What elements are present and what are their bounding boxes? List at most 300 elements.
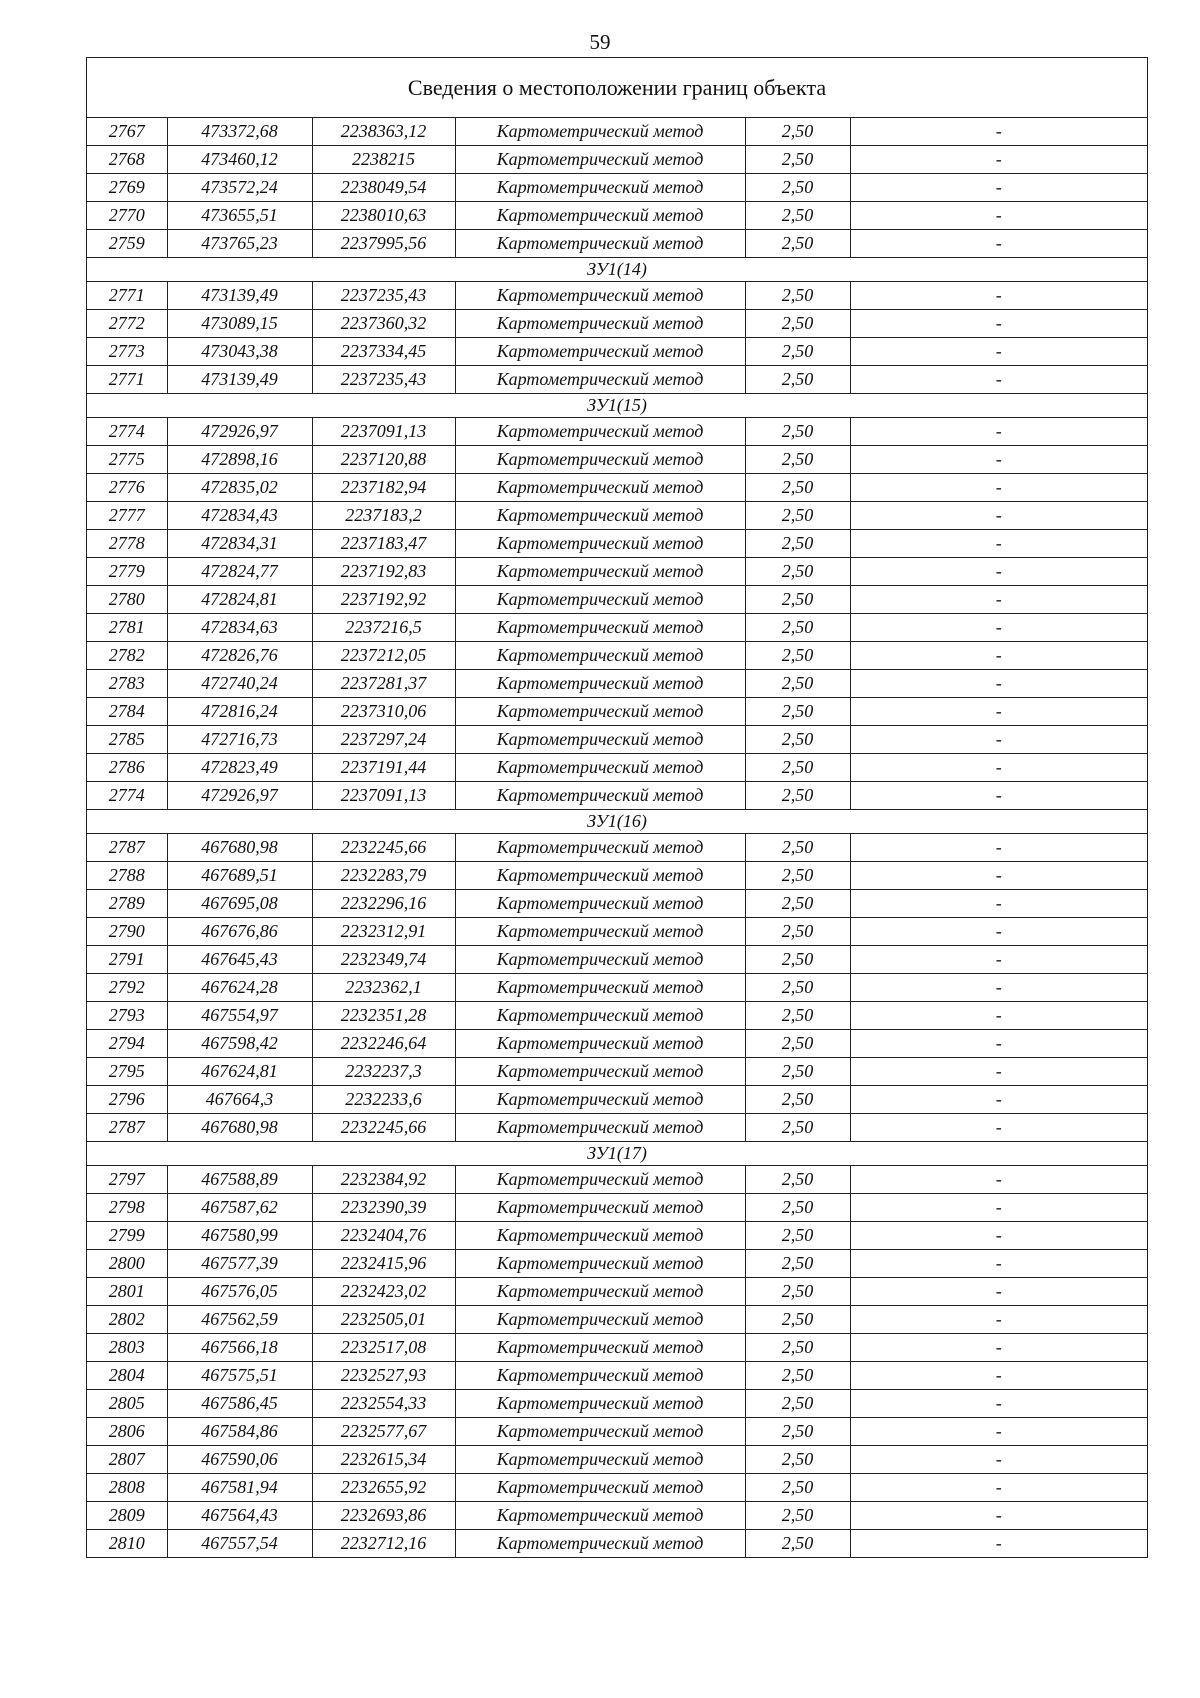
y-coordinate-cell: 2232505,01: [312, 1306, 455, 1334]
description-cell: -: [850, 1418, 1147, 1446]
x-coordinate-cell: 473139,49: [167, 366, 312, 394]
point-number-cell: 2808: [87, 1474, 167, 1502]
y-coordinate-cell: 2237235,43: [312, 366, 455, 394]
x-coordinate-cell: 472716,73: [167, 726, 312, 754]
description-cell: -: [850, 202, 1147, 230]
x-coordinate-cell: 473655,51: [167, 202, 312, 230]
y-coordinate-cell: 2237235,43: [312, 282, 455, 310]
table-row: [87, 446, 1147, 474]
description-cell: -: [850, 282, 1147, 310]
point-number-cell: 2786: [87, 754, 167, 782]
description-cell: -: [850, 1306, 1147, 1334]
y-coordinate-cell: 2232577,67: [312, 1418, 455, 1446]
accuracy-cell: 2,50: [745, 918, 850, 946]
point-number-cell: 2782: [87, 642, 167, 670]
description-cell: -: [850, 974, 1147, 1002]
method-cell: Картометрический метод: [455, 974, 745, 1002]
accuracy-cell: 2,50: [745, 558, 850, 586]
x-coordinate-cell: 473372,68: [167, 118, 312, 146]
description-cell: -: [850, 1278, 1147, 1306]
table-row: [87, 862, 1147, 890]
x-coordinate-cell: 467689,51: [167, 862, 312, 890]
point-number-cell: 2785: [87, 726, 167, 754]
table-row: [87, 502, 1147, 530]
table-row: [87, 1002, 1147, 1030]
y-coordinate-cell: 2232349,74: [312, 946, 455, 974]
point-number-cell: 2803: [87, 1334, 167, 1362]
y-coordinate-cell: 2237281,37: [312, 670, 455, 698]
method-cell: Картометрический метод: [455, 670, 745, 698]
accuracy-cell: 2,50: [745, 146, 850, 174]
description-cell: -: [850, 586, 1147, 614]
x-coordinate-cell: 467580,99: [167, 1222, 312, 1250]
table-row: [87, 1446, 1147, 1474]
description-cell: -: [850, 670, 1147, 698]
y-coordinate-cell: 2232233,6: [312, 1086, 455, 1114]
description-cell: -: [850, 1502, 1147, 1530]
point-number-cell: 2790: [87, 918, 167, 946]
description-cell: -: [850, 558, 1147, 586]
description-cell: -: [850, 1474, 1147, 1502]
table-row: [87, 174, 1147, 202]
table-row: [87, 474, 1147, 502]
x-coordinate-cell: 467577,39: [167, 1250, 312, 1278]
accuracy-cell: 2,50: [745, 1474, 850, 1502]
y-coordinate-cell: 2232362,1: [312, 974, 455, 1002]
table-row: [87, 1474, 1147, 1502]
method-cell: Картометрический метод: [455, 1278, 745, 1306]
description-cell: -: [850, 310, 1147, 338]
description-cell: -: [850, 1002, 1147, 1030]
x-coordinate-cell: 467695,08: [167, 890, 312, 918]
y-coordinate-cell: 2237297,24: [312, 726, 455, 754]
description-cell: -: [850, 1166, 1147, 1194]
accuracy-cell: 2,50: [745, 1030, 850, 1058]
method-cell: Картометрический метод: [455, 310, 745, 338]
y-coordinate-cell: 2232312,91: [312, 918, 455, 946]
table-row: [87, 754, 1147, 782]
description-cell: -: [850, 1334, 1147, 1362]
x-coordinate-cell: 472834,63: [167, 614, 312, 642]
y-coordinate-cell: 2232384,92: [312, 1166, 455, 1194]
table-row: [87, 558, 1147, 586]
point-number-cell: 2792: [87, 974, 167, 1002]
x-coordinate-cell: 472823,49: [167, 754, 312, 782]
y-coordinate-cell: 2237310,06: [312, 698, 455, 726]
y-coordinate-cell: 2232296,16: [312, 890, 455, 918]
x-coordinate-cell: 467624,81: [167, 1058, 312, 1086]
x-coordinate-cell: 472926,97: [167, 418, 312, 446]
point-number-cell: 2804: [87, 1362, 167, 1390]
y-coordinate-cell: 2232423,02: [312, 1278, 455, 1306]
table-row: [87, 1306, 1147, 1334]
method-cell: Картометрический метод: [455, 1306, 745, 1334]
accuracy-cell: 2,50: [745, 1362, 850, 1390]
method-cell: Картометрический метод: [455, 502, 745, 530]
point-number-cell: 2775: [87, 446, 167, 474]
point-number-cell: 2771: [87, 366, 167, 394]
table-row: [87, 890, 1147, 918]
accuracy-cell: 2,50: [745, 1502, 850, 1530]
table-row: [87, 670, 1147, 698]
method-cell: Картометрический метод: [455, 1194, 745, 1222]
point-number-cell: 2773: [87, 338, 167, 366]
method-cell: Картометрический метод: [455, 1222, 745, 1250]
accuracy-cell: 2,50: [745, 1278, 850, 1306]
point-number-cell: 2772: [87, 310, 167, 338]
accuracy-cell: 2,50: [745, 174, 850, 202]
point-number-cell: 2805: [87, 1390, 167, 1418]
point-number-cell: 2784: [87, 698, 167, 726]
point-number-cell: 2783: [87, 670, 167, 698]
method-cell: Картометрический метод: [455, 118, 745, 146]
description-cell: -: [850, 614, 1147, 642]
point-number-cell: 2788: [87, 862, 167, 890]
x-coordinate-cell: 467664,3: [167, 1086, 312, 1114]
description-cell: -: [850, 1114, 1147, 1142]
accuracy-cell: 2,50: [745, 782, 850, 810]
y-coordinate-cell: 2232283,79: [312, 862, 455, 890]
table-row: [87, 1250, 1147, 1278]
method-cell: Картометрический метод: [455, 1030, 745, 1058]
method-cell: Картометрический метод: [455, 1058, 745, 1086]
method-cell: Картометрический метод: [455, 174, 745, 202]
method-cell: Картометрический метод: [455, 698, 745, 726]
method-cell: Картометрический метод: [455, 558, 745, 586]
y-coordinate-cell: 2237192,83: [312, 558, 455, 586]
x-coordinate-cell: 472835,02: [167, 474, 312, 502]
table-row: [87, 1362, 1147, 1390]
y-coordinate-cell: 2232527,93: [312, 1362, 455, 1390]
x-coordinate-cell: 467566,18: [167, 1334, 312, 1362]
description-cell: -: [850, 754, 1147, 782]
point-number-cell: 2802: [87, 1306, 167, 1334]
accuracy-cell: 2,50: [745, 1194, 850, 1222]
method-cell: Картометрический метод: [455, 446, 745, 474]
table-row: [87, 282, 1147, 310]
description-cell: -: [850, 1222, 1147, 1250]
accuracy-cell: 2,50: [745, 642, 850, 670]
method-cell: Картометрический метод: [455, 586, 745, 614]
table-row: [87, 1114, 1147, 1142]
description-cell: -: [850, 174, 1147, 202]
accuracy-cell: 2,50: [745, 202, 850, 230]
accuracy-cell: 2,50: [745, 754, 850, 782]
point-number-cell: 2780: [87, 586, 167, 614]
table-row: [87, 1086, 1147, 1114]
accuracy-cell: 2,50: [745, 474, 850, 502]
accuracy-cell: 2,50: [745, 338, 850, 366]
description-cell: -: [850, 946, 1147, 974]
y-coordinate-cell: 2232615,34: [312, 1446, 455, 1474]
point-number-cell: 2796: [87, 1086, 167, 1114]
accuracy-cell: 2,50: [745, 230, 850, 258]
x-coordinate-cell: 467676,86: [167, 918, 312, 946]
y-coordinate-cell: 2232246,64: [312, 1030, 455, 1058]
accuracy-cell: 2,50: [745, 1418, 850, 1446]
table-row: [87, 118, 1147, 146]
y-coordinate-cell: 2232245,66: [312, 1114, 455, 1142]
boundary-table: [86, 57, 1148, 1558]
method-cell: Картометрический метод: [455, 1086, 745, 1114]
x-coordinate-cell: 473139,49: [167, 282, 312, 310]
point-number-cell: 2800: [87, 1250, 167, 1278]
point-number-cell: 2770: [87, 202, 167, 230]
description-cell: -: [850, 338, 1147, 366]
description-cell: -: [850, 230, 1147, 258]
y-coordinate-cell: 2237192,92: [312, 586, 455, 614]
section-header-row: [87, 258, 1147, 282]
section-header-row: [87, 394, 1147, 418]
description-cell: -: [850, 918, 1147, 946]
table-row: [87, 1194, 1147, 1222]
accuracy-cell: 2,50: [745, 1002, 850, 1030]
y-coordinate-cell: 2237216,5: [312, 614, 455, 642]
method-cell: Картометрический метод: [455, 530, 745, 558]
x-coordinate-cell: 472816,24: [167, 698, 312, 726]
table-title: Сведения о местоположении границ объекта: [87, 58, 1147, 118]
x-coordinate-cell: 472898,16: [167, 446, 312, 474]
point-number-cell: 2768: [87, 146, 167, 174]
y-coordinate-cell: 2232655,92: [312, 1474, 455, 1502]
point-number-cell: 2778: [87, 530, 167, 558]
method-cell: Картометрический метод: [455, 282, 745, 310]
y-coordinate-cell: 2237183,2: [312, 502, 455, 530]
section-label: ЗУ1(15): [87, 394, 1147, 418]
description-cell: -: [850, 726, 1147, 754]
description-cell: -: [850, 642, 1147, 670]
table-row: [87, 310, 1147, 338]
x-coordinate-cell: 472826,76: [167, 642, 312, 670]
point-number-cell: 2795: [87, 1058, 167, 1086]
y-coordinate-cell: 2232554,33: [312, 1390, 455, 1418]
table-row: [87, 1058, 1147, 1086]
table-row: [87, 974, 1147, 1002]
x-coordinate-cell: 473572,24: [167, 174, 312, 202]
point-number-cell: 2801: [87, 1278, 167, 1306]
method-cell: Картометрический метод: [455, 366, 745, 394]
y-coordinate-cell: 2232390,39: [312, 1194, 455, 1222]
point-number-cell: 2767: [87, 118, 167, 146]
method-cell: Картометрический метод: [455, 418, 745, 446]
accuracy-cell: 2,50: [745, 1306, 850, 1334]
y-coordinate-cell: 2238010,63: [312, 202, 455, 230]
accuracy-cell: 2,50: [745, 1250, 850, 1278]
accuracy-cell: 2,50: [745, 530, 850, 558]
accuracy-cell: 2,50: [745, 834, 850, 862]
table-row: [87, 1502, 1147, 1530]
x-coordinate-cell: 467590,06: [167, 1446, 312, 1474]
accuracy-cell: 2,50: [745, 1530, 850, 1558]
accuracy-cell: 2,50: [745, 946, 850, 974]
point-number-cell: 2793: [87, 1002, 167, 1030]
y-coordinate-cell: 2237334,45: [312, 338, 455, 366]
accuracy-cell: 2,50: [745, 1166, 850, 1194]
y-coordinate-cell: 2232712,16: [312, 1530, 455, 1558]
y-coordinate-cell: 2232693,86: [312, 1502, 455, 1530]
method-cell: Картометрический метод: [455, 834, 745, 862]
y-coordinate-cell: 2237091,13: [312, 782, 455, 810]
y-coordinate-cell: 2237091,13: [312, 418, 455, 446]
y-coordinate-cell: 2232517,08: [312, 1334, 455, 1362]
method-cell: Картометрический метод: [455, 1334, 745, 1362]
description-cell: -: [850, 1530, 1147, 1558]
y-coordinate-cell: 2238049,54: [312, 174, 455, 202]
description-cell: -: [850, 1250, 1147, 1278]
table-row: [87, 918, 1147, 946]
accuracy-cell: 2,50: [745, 890, 850, 918]
x-coordinate-cell: 467586,45: [167, 1390, 312, 1418]
description-cell: -: [850, 862, 1147, 890]
point-number-cell: 2806: [87, 1418, 167, 1446]
y-coordinate-cell: 2237183,47: [312, 530, 455, 558]
y-coordinate-cell: 2232245,66: [312, 834, 455, 862]
accuracy-cell: 2,50: [745, 1086, 850, 1114]
table-row: [87, 946, 1147, 974]
point-number-cell: 2774: [87, 782, 167, 810]
accuracy-cell: 2,50: [745, 1390, 850, 1418]
description-cell: -: [850, 530, 1147, 558]
point-number-cell: 2787: [87, 1114, 167, 1142]
accuracy-cell: 2,50: [745, 974, 850, 1002]
y-coordinate-cell: 2238215: [312, 146, 455, 174]
table-row: [87, 586, 1147, 614]
description-cell: -: [850, 502, 1147, 530]
table-row: [87, 698, 1147, 726]
table-row: [87, 230, 1147, 258]
method-cell: Картометрический метод: [455, 230, 745, 258]
description-cell: -: [850, 474, 1147, 502]
description-cell: -: [850, 1030, 1147, 1058]
description-cell: -: [850, 118, 1147, 146]
y-coordinate-cell: 2238363,12: [312, 118, 455, 146]
description-cell: -: [850, 446, 1147, 474]
method-cell: Картометрический метод: [455, 1250, 745, 1278]
point-number-cell: 2777: [87, 502, 167, 530]
table-row: [87, 1030, 1147, 1058]
description-cell: -: [850, 1058, 1147, 1086]
point-number-cell: 2791: [87, 946, 167, 974]
point-number-cell: 2789: [87, 890, 167, 918]
table-row: [87, 726, 1147, 754]
point-number-cell: 2794: [87, 1030, 167, 1058]
y-coordinate-cell: 2232404,76: [312, 1222, 455, 1250]
table-row: [87, 1530, 1147, 1558]
y-coordinate-cell: 2237182,94: [312, 474, 455, 502]
table-row: [87, 418, 1147, 446]
method-cell: Картометрический метод: [455, 946, 745, 974]
y-coordinate-cell: 2237191,44: [312, 754, 455, 782]
method-cell: Картометрический метод: [455, 1418, 745, 1446]
description-cell: -: [850, 1194, 1147, 1222]
description-cell: -: [850, 146, 1147, 174]
x-coordinate-cell: 467575,51: [167, 1362, 312, 1390]
method-cell: Картометрический метод: [455, 1502, 745, 1530]
x-coordinate-cell: 472834,43: [167, 502, 312, 530]
method-cell: Картометрический метод: [455, 474, 745, 502]
accuracy-cell: 2,50: [745, 418, 850, 446]
table-row: [87, 202, 1147, 230]
x-coordinate-cell: 467576,05: [167, 1278, 312, 1306]
point-number-cell: 2759: [87, 230, 167, 258]
accuracy-cell: 2,50: [745, 502, 850, 530]
x-coordinate-cell: 467554,97: [167, 1002, 312, 1030]
section-label: ЗУ1(16): [87, 810, 1147, 834]
method-cell: Картометрический метод: [455, 1362, 745, 1390]
point-number-cell: 2781: [87, 614, 167, 642]
table-row: [87, 614, 1147, 642]
method-cell: Картометрический метод: [455, 1446, 745, 1474]
x-coordinate-cell: 467587,62: [167, 1194, 312, 1222]
method-cell: Картометрический метод: [455, 1166, 745, 1194]
description-cell: -: [850, 782, 1147, 810]
x-coordinate-cell: 472834,31: [167, 530, 312, 558]
method-cell: Картометрический метод: [455, 890, 745, 918]
x-coordinate-cell: 473089,15: [167, 310, 312, 338]
accuracy-cell: 2,50: [745, 698, 850, 726]
description-cell: -: [850, 1446, 1147, 1474]
description-cell: -: [850, 890, 1147, 918]
method-cell: Картометрический метод: [455, 202, 745, 230]
x-coordinate-cell: 467680,98: [167, 834, 312, 862]
x-coordinate-cell: 472926,97: [167, 782, 312, 810]
x-coordinate-cell: 467588,89: [167, 1166, 312, 1194]
method-cell: Картометрический метод: [455, 862, 745, 890]
x-coordinate-cell: 473460,12: [167, 146, 312, 174]
point-number-cell: 2769: [87, 174, 167, 202]
accuracy-cell: 2,50: [745, 446, 850, 474]
accuracy-cell: 2,50: [745, 1114, 850, 1142]
y-coordinate-cell: 2232415,96: [312, 1250, 455, 1278]
x-coordinate-cell: 467564,43: [167, 1502, 312, 1530]
section-header-row: [87, 810, 1147, 834]
method-cell: Картометрический метод: [455, 782, 745, 810]
x-coordinate-cell: 467557,54: [167, 1530, 312, 1558]
accuracy-cell: 2,50: [745, 1446, 850, 1474]
section-label: ЗУ1(14): [87, 258, 1147, 282]
method-cell: Картометрический метод: [455, 614, 745, 642]
description-cell: -: [850, 366, 1147, 394]
table-row: [87, 1390, 1147, 1418]
table-row: [87, 530, 1147, 558]
accuracy-cell: 2,50: [745, 862, 850, 890]
accuracy-cell: 2,50: [745, 726, 850, 754]
y-coordinate-cell: 2232237,3: [312, 1058, 455, 1086]
method-cell: Картометрический метод: [455, 1002, 745, 1030]
accuracy-cell: 2,50: [745, 282, 850, 310]
coordinates-table: [87, 118, 1147, 1558]
description-cell: -: [850, 1086, 1147, 1114]
y-coordinate-cell: 2237995,56: [312, 230, 455, 258]
description-cell: -: [850, 418, 1147, 446]
method-cell: Картометрический метод: [455, 1390, 745, 1418]
accuracy-cell: 2,50: [745, 1222, 850, 1250]
description-cell: -: [850, 698, 1147, 726]
accuracy-cell: 2,50: [745, 1334, 850, 1362]
table-row: [87, 642, 1147, 670]
table-row: [87, 366, 1147, 394]
y-coordinate-cell: 2237120,88: [312, 446, 455, 474]
method-cell: Картометрический метод: [455, 146, 745, 174]
y-coordinate-cell: 2232351,28: [312, 1002, 455, 1030]
accuracy-cell: 2,50: [745, 366, 850, 394]
table-row: [87, 1222, 1147, 1250]
x-coordinate-cell: 472824,81: [167, 586, 312, 614]
table-row: [87, 1166, 1147, 1194]
point-number-cell: 2776: [87, 474, 167, 502]
x-coordinate-cell: 467562,59: [167, 1306, 312, 1334]
x-coordinate-cell: 467624,28: [167, 974, 312, 1002]
